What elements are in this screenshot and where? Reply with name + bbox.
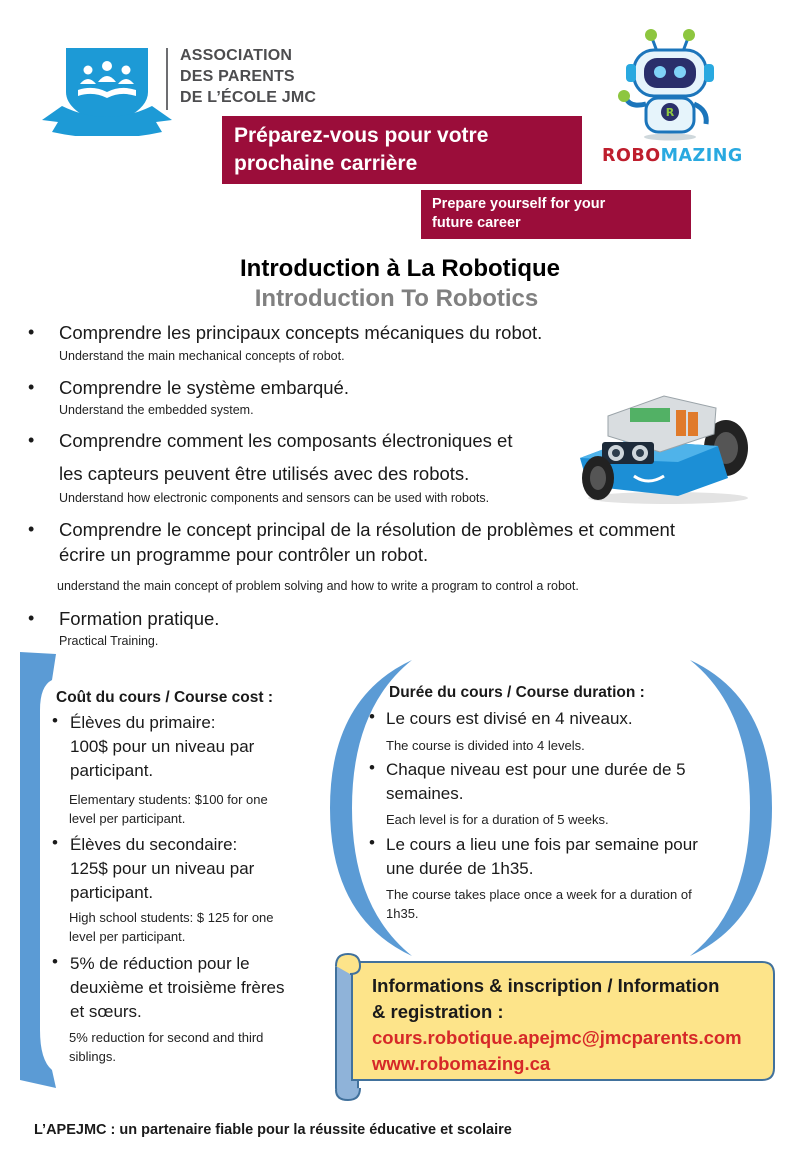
duration-text-fr: une durée de 1h35.	[386, 859, 534, 878]
cost-text-en: level per participant.	[69, 929, 186, 944]
association-name-line: ASSOCIATION	[180, 47, 293, 64]
bullet-text-en: Understand the embedded system.	[59, 403, 254, 417]
bullet-marker: •	[28, 519, 35, 539]
bullet-text-fr: Comprendre les principaux concepts mécaniques du robot.	[59, 322, 543, 343]
contact-email-link[interactable]: cours.robotique.apejmc@jmcparents.com	[372, 1027, 742, 1048]
bullet-text-en: Practical Training.	[59, 634, 159, 648]
course-title-french: Introduction à La Robotique	[240, 255, 560, 282]
bullet-text-fr: les capteurs peuvent être utilisés avec des robots.	[59, 463, 470, 484]
contact-heading-line: & registration :	[372, 1001, 504, 1022]
cost-item-secondary-en	[69, 908, 274, 946]
french-tagline-banner	[222, 116, 582, 184]
cost-text-en: siblings.	[69, 1049, 116, 1064]
bullet-marker: •	[369, 833, 375, 852]
cost-item-primary-en	[69, 790, 268, 828]
bullet-marker: •	[28, 322, 35, 342]
footer-tagline: L’APEJMC : un partenaire fiable pour la réussite éducative et scolaire	[34, 1122, 512, 1138]
bullet-text-en: Understand the main mechanical concepts of robot.	[59, 349, 345, 363]
duration-text-en: The course is divided into 4 levels.	[386, 738, 585, 753]
bullet-text-en: Understand how electronic components and sensors can be used with robots.	[59, 491, 490, 505]
duration-item-frequency	[386, 833, 698, 881]
bullet-marker: •	[52, 711, 58, 730]
duration-text-fr: Le cours a lieu une fois par semaine pour	[386, 835, 698, 854]
cost-text-en: 5% reduction for second and third	[69, 1030, 264, 1045]
banner-line: future career	[432, 215, 521, 231]
cost-text-fr: 125$ pour un niveau par	[70, 859, 255, 878]
association-logo	[38, 40, 176, 136]
course-title-english: Introduction To Robotics	[254, 285, 539, 312]
duration-text-en: 1h35.	[386, 906, 419, 921]
cost-text-fr: deuxième et troisième frères	[70, 978, 285, 997]
duration-text-fr: Le cours est divisé en 4 niveaux.	[386, 709, 633, 728]
cost-text-en: High school students: $ 125 for one	[69, 910, 274, 925]
bullet-marker: •	[369, 758, 375, 777]
bullet-text-fr: Comprendre le concept principal de la résolution de problèmes et comment	[59, 519, 675, 540]
cost-text-fr: participant.	[70, 761, 154, 780]
bullet-text-fr: Comprendre comment les composants électroniques et	[59, 430, 513, 451]
cost-text-fr: participant.	[70, 883, 154, 902]
duration-item-frequency-en	[386, 885, 692, 923]
banner-line: Préparez-vous pour votre	[234, 124, 489, 147]
duration-text-fr: semaines.	[386, 784, 464, 803]
contact-heading-line: Informations & inscription / Information	[372, 975, 720, 996]
bullet-text-fr: Formation pratique.	[59, 608, 220, 629]
robot-mascot-icon	[612, 24, 726, 142]
bullet-marker: •	[28, 377, 35, 397]
website-link[interactable]: www.robomazing.ca	[372, 1053, 551, 1074]
cost-text-fr: et sœurs.	[70, 1002, 142, 1021]
cost-item-discount-en	[69, 1028, 263, 1066]
logo-word-robo: ROBO	[602, 146, 661, 166]
english-tagline-banner	[421, 190, 691, 239]
banner-line: prochaine carrière	[234, 152, 418, 175]
bullet-marker: •	[28, 608, 35, 628]
cost-item-discount	[70, 952, 284, 1024]
logo-divider	[166, 48, 168, 110]
cost-text-en: Elementary students: $100 for one	[69, 792, 268, 807]
cost-text-fr: 5% de réduction pour le	[70, 954, 250, 973]
logo-word-mazing: MAZING	[660, 146, 743, 166]
course-cost-heading: Coût du cours / Course cost :	[56, 689, 274, 706]
course-duration-heading: Durée du cours / Course duration :	[389, 684, 645, 701]
cost-item-primary	[70, 711, 254, 783]
cost-item-secondary	[70, 833, 254, 905]
cost-text-en: level per participant.	[69, 811, 186, 826]
association-name-line: DES PARENTS	[180, 68, 295, 85]
svg-text:R: R	[665, 106, 675, 119]
bullet-text-fr: Comprendre le système embarqué.	[59, 377, 349, 398]
association-name-line: DE L’ÉCOLE JMC	[180, 89, 317, 106]
cost-text-fr: Élèves du secondaire:	[70, 835, 238, 854]
mbot-robot-image	[568, 386, 758, 506]
bullet-marker: •	[369, 707, 375, 726]
banner-line: Prepare yourself for your	[432, 196, 606, 212]
bullet-marker: •	[52, 952, 58, 971]
cost-text-fr: Élèves du primaire:	[70, 713, 216, 732]
bullet-text-en: understand the main concept of problem solving and how to write a program to control a robot.	[57, 579, 579, 593]
bullet-marker: •	[28, 430, 35, 450]
duration-text-en: The course takes place once a week for a duration of	[386, 887, 692, 902]
duration-text-fr: Chaque niveau est pour une durée de 5	[386, 760, 686, 779]
duration-text-en: Each level is for a duration of 5 weeks.	[386, 812, 609, 827]
bullet-marker: •	[52, 833, 58, 852]
robomazing-logo	[602, 146, 743, 166]
duration-item-weeks	[386, 758, 686, 806]
bullet-text-fr: écrire un programme pour contrôler un robot.	[59, 544, 429, 565]
cost-text-fr: 100$ pour un niveau par	[70, 737, 255, 756]
